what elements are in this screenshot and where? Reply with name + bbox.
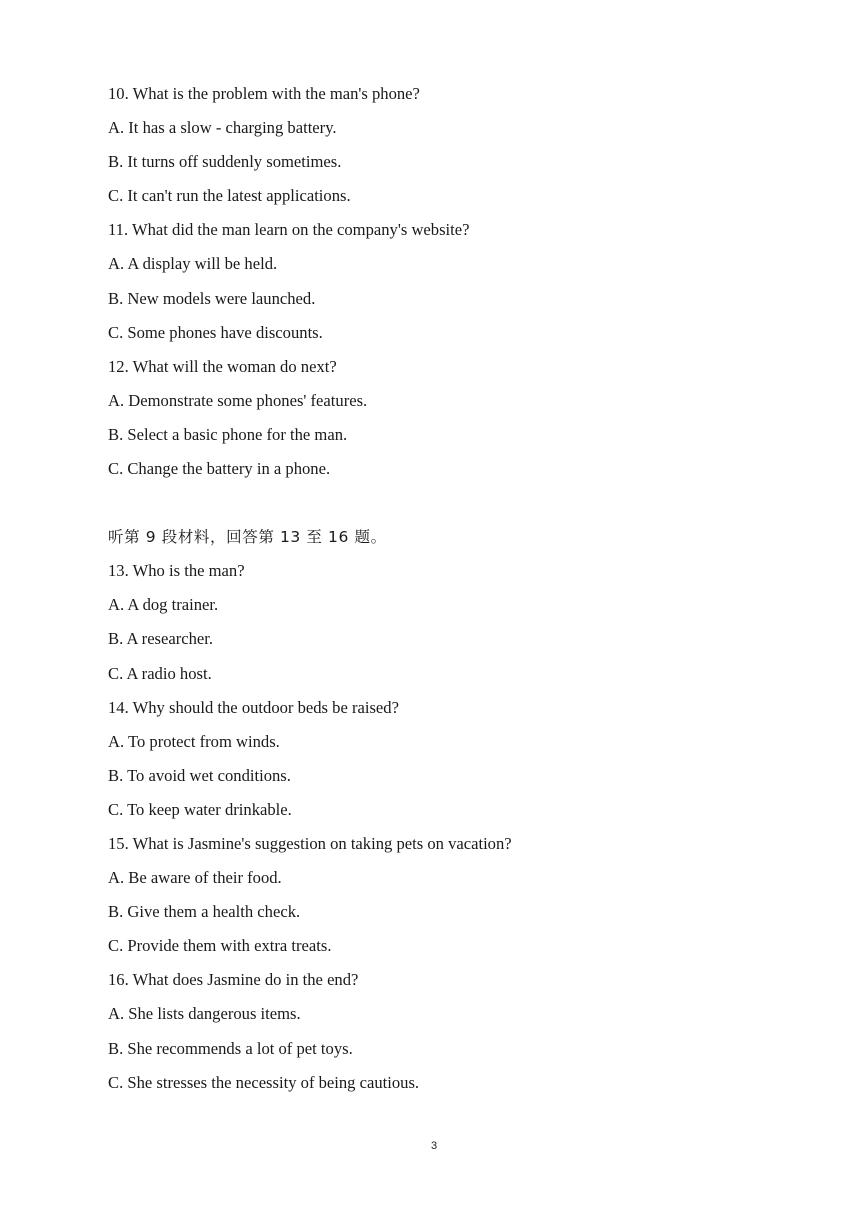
question-11 <box>108 217 808 353</box>
question-14 <box>108 695 808 831</box>
question-text: 10. What is the problem with the man's phone? <box>108 84 420 103</box>
option-b: B. She recommends a lot of pet toys. <box>108 1038 353 1058</box>
question-text: 14. Why should the outdoor beds be raised? <box>108 697 399 717</box>
question-text: 11. What did the man learn on the company's website? <box>108 220 470 240</box>
question-12 <box>108 354 808 490</box>
exam-page-content <box>108 81 808 1104</box>
question-13 <box>108 558 808 694</box>
option-a: A. She lists dangerous items. <box>108 1004 301 1024</box>
option-b: B. It turns off suddenly sometimes. <box>108 152 342 172</box>
option-c: C. She stresses the necessity of being cautious. <box>108 1072 420 1092</box>
question-16 <box>108 967 808 1103</box>
option-c: C. A radio host. <box>108 663 212 683</box>
option-b: B. New models were launched. <box>108 288 316 308</box>
question-text: 13. Who is the man? <box>108 561 245 581</box>
question-text: 16. What does Jasmine do in the end? <box>108 970 359 990</box>
option-a: A. A display will be held. <box>108 254 278 274</box>
option-c: C. Provide them with extra treats. <box>108 936 332 956</box>
section-heading: 听第 9 段材料，回答第 13 至 16 题。 <box>108 528 387 547</box>
option-c: C. Change the battery in a phone. <box>108 459 331 479</box>
option-a: A. It has a slow - charging battery. <box>108 118 337 138</box>
option-b: B. Give them a health check. <box>108 902 301 922</box>
question-10 <box>108 81 808 217</box>
option-a: A. To protect from winds. <box>108 731 280 751</box>
question-15 <box>108 831 808 967</box>
option-b: B. To avoid wet conditions. <box>108 765 291 785</box>
question-text: 15. What is Jasmine's suggestion on taking pets on vacation? <box>108 833 512 853</box>
option-c: C. Some phones have discounts. <box>108 322 323 342</box>
option-a: A. A dog trainer. <box>108 595 219 615</box>
section-spacer <box>108 490 808 524</box>
option-a: A. Be aware of their food. <box>108 868 282 888</box>
page-number: 3 <box>430 1140 438 1152</box>
option-a: A. Demonstrate some phones' features. <box>108 390 368 410</box>
option-c: C. It can't run the latest applications. <box>108 186 351 206</box>
option-b: B. Select a basic phone for the man. <box>108 424 348 444</box>
option-c: C. To keep water drinkable. <box>108 799 292 819</box>
option-b: B. A researcher. <box>108 629 214 649</box>
question-text: 12. What will the woman do next? <box>108 356 337 376</box>
